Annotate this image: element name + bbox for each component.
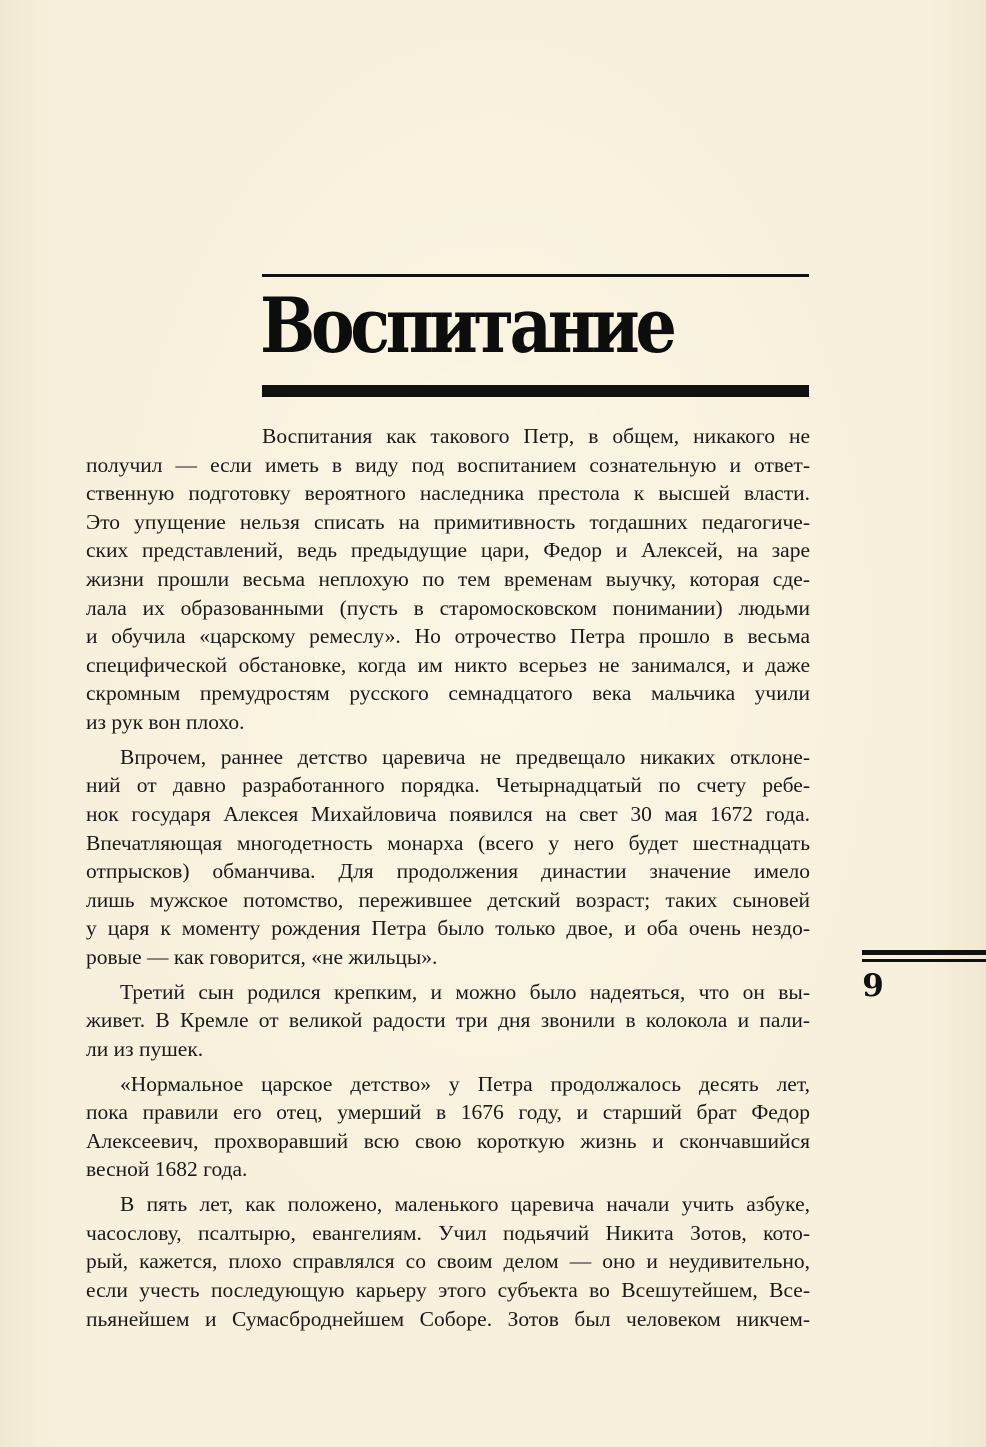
text-line: у царя к моменту рождения Петра было только двое, и оба очень нездо- — [86, 916, 810, 941]
text-line: живет. В Кремле от великой радости три дня звонили в колокола и пали- — [86, 1008, 810, 1033]
text-line: Воспитания как такового Петр, в общем, никакого не — [262, 424, 810, 448]
text-line: Третий сын родился крепким, и можно было надеяться, что он вы- — [120, 979, 810, 1004]
text-line: из рук вон плохо. — [86, 709, 245, 734]
body-text — [86, 422, 810, 1333]
text-line: если учесть последующую карьеру этого субъекта во Всешутейшем, Все- — [86, 1277, 810, 1302]
text-line: специфической обстановке, когда им никто всерьез не занимался, и даже — [86, 652, 810, 677]
text-line: «Нормальное царское детство» у Петра продолжалось десять лет, — [120, 1071, 810, 1096]
text-line: получил — если иметь в виду под воспитанием сознательную и ответ- — [86, 452, 810, 477]
text-line: жизни прошли весьма неплохую по тем временам выучку, которая сде- — [86, 566, 810, 591]
text-line: и обучила «царскому ремеслу». Но отрочество Петра прошло в весьма — [86, 624, 810, 649]
page-number-rule-thin — [862, 959, 986, 962]
text-line: ровые — как говорится, «не жильцы». — [86, 944, 438, 969]
text-line: скромным премудростям русского семнадцатого века мальчика учили — [86, 681, 810, 706]
text-line: Алексеевич, прохворавший всю свою короткую жизнь и скончавшийся — [86, 1128, 810, 1153]
text-line: пьянейшем и Сумасброднейшем Соборе. Зотов был человеком никчем- — [86, 1306, 810, 1331]
text-line: ли из пушек. — [86, 1036, 204, 1061]
text-line: Это упущение нельзя списать на примитивность тогдашних педагогиче- — [86, 509, 810, 534]
text-line: Впечатляющая многодетность монарха (всего у него будет шестнадцать — [86, 830, 810, 855]
text-line: Впрочем, раннее детство царевича не предвещало никаких отклоне- — [120, 744, 810, 769]
text-line: ний от давно разработанного порядка. Четырнадцатый по счету ребе- — [86, 773, 810, 798]
text-line: отпрысков) обманчива. Для продолжения династии значение имело — [86, 859, 810, 884]
text-line: лишь мужское потомство, пережившее детский возраст; таких сыновей — [86, 887, 810, 912]
text-line: ственную подготовку вероятного наследника престола к высшей власти. — [86, 481, 810, 506]
text-line: пока правили его отец, умерший в 1676 году, и старший брат Федор — [86, 1100, 810, 1125]
text-line: часослову, псалтырю, евангелиям. Учил подьячий Никита Зотов, кото- — [86, 1220, 810, 1245]
text-line: нок государя Алексея Михайловича появился на свет 30 мая 1672 года. — [86, 801, 810, 826]
text-line: лала их образованными (пусть в старомосковском понимании) людьми — [86, 595, 810, 620]
chapter-title: Воспитание — [260, 281, 673, 370]
text-line: ских представлений, ведь предыдущие цари, Федор и Алексей, на заре — [86, 538, 810, 563]
text-line: рый, кажется, плохо справлялся со своим делом — оно и неудивительно, — [86, 1249, 810, 1274]
page-number-rule-thick — [862, 950, 986, 955]
title-top-rule — [262, 274, 809, 277]
title-bottom-rule — [262, 385, 809, 397]
text-line: В пять лет, как положено, маленького царевича начали учить азбуке, — [120, 1192, 810, 1217]
text-line: весной 1682 года. — [86, 1157, 248, 1182]
page-number: 9 — [862, 968, 884, 1004]
